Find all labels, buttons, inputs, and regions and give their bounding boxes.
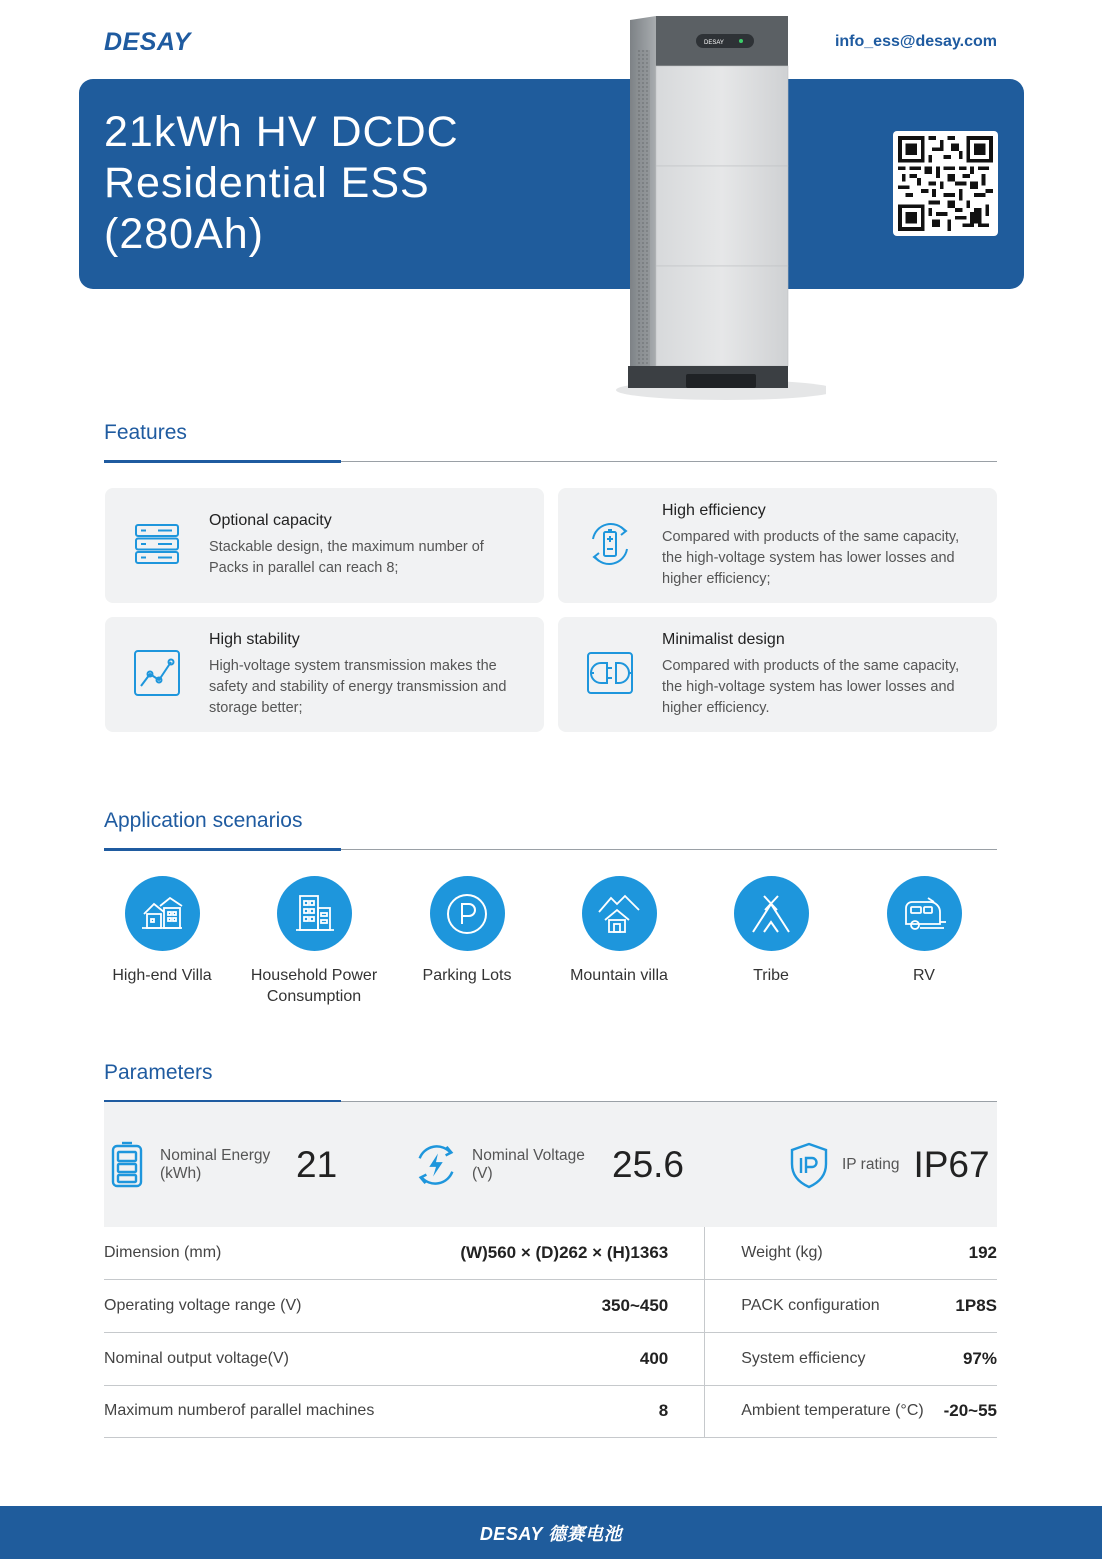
feature-card-minimalist-design [558, 617, 997, 732]
table-row [104, 1280, 997, 1333]
title-line-2: Residential ESS [104, 159, 430, 207]
highlight-nominal-energy [108, 1102, 337, 1227]
param-value: 97% [925, 1332, 997, 1385]
plug-icon [585, 648, 635, 698]
parameters-highlights [104, 1102, 997, 1227]
param-value: -20~55 [925, 1385, 997, 1438]
param-label: PACK configuration [705, 1280, 925, 1333]
product-image [606, 10, 826, 405]
parameters-heading: Parameters [104, 1061, 213, 1084]
scenario-mountain-villa [543, 876, 695, 986]
feature-title: Minimalist design [662, 631, 785, 648]
param-label: Ambient temperature (°C) [705, 1385, 925, 1438]
param-label: System efficiency [705, 1332, 925, 1385]
features-divider [104, 461, 997, 462]
scenario-label: Household Power Consumption [250, 967, 378, 1005]
features-heading: Features [104, 421, 187, 444]
param-label: Weight (kg) [705, 1227, 925, 1280]
feature-title: High stability [209, 631, 300, 648]
param-label: Operating voltage range (V) [104, 1280, 374, 1333]
feature-desc: Compared with products of the same capacity, the high-voltage system has lower losses and higher efficiency. [662, 658, 960, 716]
parameters-table [104, 1227, 997, 1438]
table-row [104, 1227, 997, 1280]
feature-desc: Compared with products of the same capacity, the high-voltage system has lower losses and higher efficiency; [662, 529, 960, 587]
highlight-value: IP67 [913, 1143, 990, 1185]
title-line-1: 21kWh HV DCDC [104, 108, 459, 156]
scenario-label: Mountain villa [570, 967, 668, 984]
tent-icon [734, 876, 809, 951]
highlight-nominal-voltage [412, 1102, 684, 1227]
feature-card-high-efficiency [558, 488, 997, 603]
battery-icon [108, 1140, 148, 1190]
scenario-tribe [695, 876, 847, 986]
scenario-household-power [238, 876, 390, 1007]
battery-cycle-icon [585, 519, 635, 569]
server-stack-icon [132, 519, 182, 569]
param-label: Dimension (mm) [104, 1227, 374, 1280]
scenario-label: High-end Villa [112, 967, 212, 984]
feature-desc: High-voltage system transmission makes the safety and stability of energy transmission and storage better; [209, 658, 507, 716]
mountain-house-icon [582, 876, 657, 951]
product-title [104, 107, 524, 260]
line-chart-icon [132, 648, 182, 698]
scenario-label: RV [913, 967, 935, 984]
rv-icon [887, 876, 962, 951]
table-row [104, 1332, 997, 1385]
param-label: Nominal output voltage(V) [104, 1332, 374, 1385]
scenario-rv [848, 876, 1000, 986]
svg-text:DESAY: DESAY [704, 40, 724, 46]
param-value: (W)560 × (D)262 × (H)1363 [374, 1227, 704, 1280]
feature-title: High efficiency [662, 502, 766, 519]
table-row [104, 1385, 997, 1438]
param-value: 400 [374, 1332, 704, 1385]
feature-desc: Stackable design, the maximum number of Packs in parallel can reach 8; [209, 539, 484, 576]
highlight-label: IP rating [842, 1155, 900, 1173]
qr-code [893, 131, 998, 236]
hero-banner [79, 79, 1024, 289]
param-value: 350~450 [374, 1280, 704, 1333]
param-value: 1P8S [925, 1280, 997, 1333]
applications-heading: Application scenarios [104, 809, 303, 832]
shield-ip-icon [788, 1140, 830, 1190]
param-value: 8 [374, 1385, 704, 1438]
scenario-label: Tribe [753, 967, 789, 984]
scenario-parking-lots [391, 876, 543, 986]
param-label: Maximum numberof parallel machines [104, 1385, 374, 1438]
param-value: 192 [925, 1227, 997, 1280]
scenario-high-end-villa [86, 876, 238, 986]
highlight-label: Nominal Energy (kWh) [160, 1146, 271, 1182]
footer-logo: DESAY 德赛电池 [479, 1523, 623, 1544]
feature-title: Optional capacity [209, 512, 332, 529]
applications-divider [104, 849, 997, 850]
highlight-value: 21 [296, 1143, 338, 1185]
highlight-ip-rating [788, 1102, 990, 1227]
voltage-icon [412, 1140, 460, 1190]
highlight-value: 25.6 [612, 1143, 685, 1185]
desay-logo: DESAY [104, 28, 191, 56]
feature-card-optional-capacity [105, 488, 544, 603]
building-icon [277, 876, 352, 951]
footer-bar [0, 1506, 1102, 1559]
feature-card-high-stability [105, 617, 544, 732]
parking-icon [430, 876, 505, 951]
scenario-label: Parking Lots [422, 967, 512, 984]
villa-icon [125, 876, 200, 951]
highlight-label: Nominal Voltage (V) [472, 1146, 585, 1182]
contact-email[interactable]: info_ess@desay.com [834, 33, 997, 50]
title-line-3: (280Ah) [104, 210, 264, 258]
